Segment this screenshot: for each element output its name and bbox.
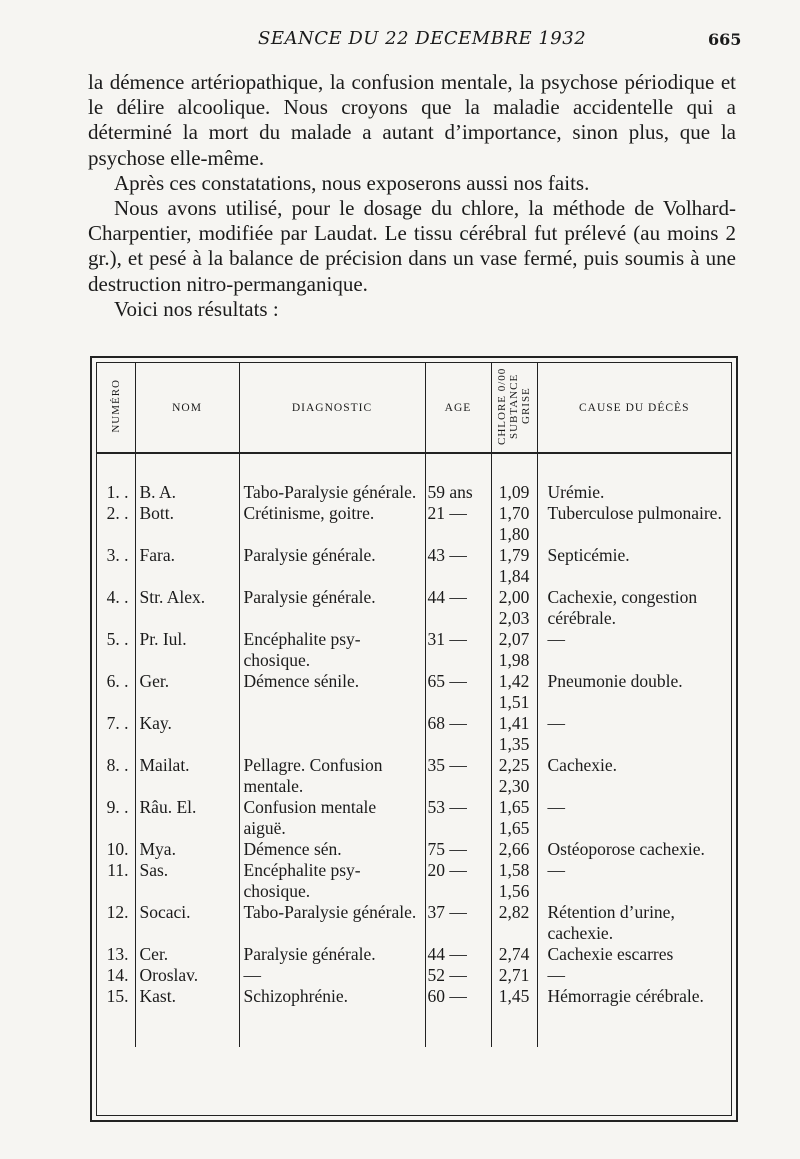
cell-diagnostic <box>239 713 425 755</box>
chlore-value: 2,30 <box>498 776 530 796</box>
chlore-value: 1,09 <box>498 482 530 502</box>
cell-nom: Fara. <box>135 545 239 587</box>
paragraph: Après ces constatations, nous exposerons aussi nos faits. <box>114 170 590 195</box>
cell-cause: — <box>547 713 565 733</box>
running-head <box>0 28 800 54</box>
cell-nom: Sas. <box>135 860 239 902</box>
cell-chlore <box>491 587 537 629</box>
header-chlore: CHLORE 0/00 SUBTANCE GRISE <box>491 363 537 453</box>
header-cause: CAUSE DU DÉCÈS <box>537 363 731 453</box>
table-row <box>97 713 731 755</box>
filler-cell <box>491 1007 537 1047</box>
filler-cell <box>537 1007 731 1047</box>
chlore-value: 1,65 <box>498 818 530 838</box>
cell-age: 43 — <box>425 545 491 587</box>
header-numero: NUMÉRO <box>97 363 135 453</box>
cell-diagnostic: Paralysie générale. <box>239 944 425 965</box>
chlore-value: 2,71 <box>498 965 530 985</box>
paragraph: la démence artériopathique, la confusion mentale, la psychose périodique et le délire alcoolique. Nous croyons que la maladie accidentelle qui a déterminé la mort du malade a autant d’importance, sinon plus, que la psychose elle-même. <box>88 70 736 170</box>
cell-numero: 4. . <box>97 587 135 629</box>
table-row <box>97 860 731 902</box>
cell-cause: Ostéoporose cachexie. <box>547 839 705 859</box>
cell-cause: — <box>547 965 565 985</box>
cell-numero: 9. . <box>97 797 135 839</box>
cell-diagnostic: Paralysie générale. <box>239 587 425 629</box>
filler-cell <box>239 1007 425 1047</box>
table-row <box>97 671 731 713</box>
cell-chlore <box>491 453 537 503</box>
cell-diagnostic: Tabo-Paralysie générale. <box>239 902 425 944</box>
table-row <box>97 629 731 671</box>
cell-diagnostic: Démence sénile. <box>239 671 425 713</box>
cell-nom: Mailat. <box>135 755 239 797</box>
cell-cause: Septicémie. <box>547 545 630 565</box>
cell-age: 37 — <box>425 902 491 944</box>
chlore-value: 2,25 <box>498 755 530 775</box>
results-table-inner-frame <box>96 362 732 1116</box>
cell-chlore <box>491 902 537 944</box>
cell-nom: Râu. El. <box>135 797 239 839</box>
page-number: 665 <box>708 30 742 49</box>
cell-chlore <box>491 755 537 797</box>
chlore-value: 1,56 <box>498 881 530 901</box>
cell-chlore <box>491 671 537 713</box>
header-diagnostic: DIAGNOSTIC <box>239 363 425 453</box>
cell-diagnostic: Encéphalite psychosique. <box>239 629 425 671</box>
chlore-value: 1,79 <box>498 545 530 565</box>
cell-age: 35 — <box>425 755 491 797</box>
cell-numero: 14. <box>97 965 135 986</box>
cell-chlore <box>491 860 537 902</box>
chlore-value: 2,03 <box>498 608 530 628</box>
table-row <box>97 503 731 545</box>
cell-cause: Rétention d’urine, cachexie. <box>547 902 675 943</box>
table-body <box>97 453 731 1047</box>
cell-diagnostic: Pellagre. Confusion mentale. <box>239 755 425 797</box>
chlore-value: 1,70 <box>498 503 530 523</box>
cell-chlore <box>491 545 537 587</box>
table-row <box>97 986 731 1007</box>
cell-diagnostic: — <box>239 965 425 986</box>
cell-age: 75 — <box>425 839 491 860</box>
cell-nom: Bott. <box>135 503 239 545</box>
cell-chlore <box>491 965 537 986</box>
cell-cause: Urémie. <box>547 482 605 502</box>
cell-nom: B. A. <box>135 453 239 503</box>
cell-nom: Str. Alex. <box>135 587 239 629</box>
cell-cause: Pneumonie double. <box>547 671 683 691</box>
table-header-row <box>97 363 731 453</box>
cell-nom: Ger. <box>135 671 239 713</box>
cell-cause: — <box>547 629 565 649</box>
cell-age: 68 — <box>425 713 491 755</box>
chlore-value: 2,00 <box>498 587 530 607</box>
filler-cell <box>425 1007 491 1047</box>
table-row <box>97 839 731 860</box>
cell-nom: Socaci. <box>135 902 239 944</box>
results-table <box>97 363 731 1047</box>
cell-cause: Cachexie, congestion cérébrale. <box>547 587 698 628</box>
cell-numero: 1. . <box>97 453 135 503</box>
header-nom: NOM <box>135 363 239 453</box>
cell-numero: 15. <box>97 986 135 1007</box>
table-row <box>97 797 731 839</box>
cell-age: 21 — <box>425 503 491 545</box>
cell-numero: 12. <box>97 902 135 944</box>
chlore-value: 2,66 <box>498 839 530 859</box>
chlore-value: 1,80 <box>498 524 530 544</box>
cell-age: 52 — <box>425 965 491 986</box>
cell-cause: — <box>547 797 565 817</box>
cell-numero: 2. . <box>97 503 135 545</box>
cell-chlore <box>491 986 537 1007</box>
table-row <box>97 755 731 797</box>
cell-numero: 3. . <box>97 545 135 587</box>
chlore-value: 1,41 <box>498 713 530 733</box>
cell-numero: 5. . <box>97 629 135 671</box>
chlore-value: 1,65 <box>498 797 530 817</box>
cell-nom: Kay. <box>135 713 239 755</box>
cell-age: 65 — <box>425 671 491 713</box>
cell-chlore <box>491 797 537 839</box>
cell-cause: Tuberculose pulmonaire. <box>547 503 722 523</box>
paragraph: Nous avons utilisé, pour le dosage du chlore, la méthode de Volhard-Charpentier, modifiée par Laudat. Le tissu cérébral fut prélevé (au moins 2 gr.), et pesé à la balance de précision dans un vase fermé, puis soumis à une destruction nitro-permanganique. <box>88 196 736 296</box>
chlore-value: 1,35 <box>498 734 530 754</box>
chlore-value: 2,82 <box>498 902 530 922</box>
table-row <box>97 902 731 944</box>
cell-age: 60 — <box>425 986 491 1007</box>
table-row <box>97 587 731 629</box>
cell-chlore <box>491 713 537 755</box>
cell-diagnostic: Paralysie générale. <box>239 545 425 587</box>
header-age: AGE <box>425 363 491 453</box>
cell-diagnostic: Confusion mentale aiguë. <box>239 797 425 839</box>
cell-diagnostic: Démence sén. <box>239 839 425 860</box>
cell-cause: Cachexie. <box>547 755 617 775</box>
cell-diagnostic: Tabo-Paralysie générale. <box>239 453 425 503</box>
cell-age: 59 ans <box>425 453 491 503</box>
chlore-value: 1,58 <box>498 860 530 880</box>
cell-nom: Kast. <box>135 986 239 1007</box>
chlore-value: 1,51 <box>498 692 530 712</box>
cell-nom: Cer. <box>135 944 239 965</box>
cell-nom: Oroslav. <box>135 965 239 986</box>
table-row <box>97 965 731 986</box>
cell-diagnostic: Crétinisme, goitre. <box>239 503 425 545</box>
chlore-value: 2,74 <box>498 944 530 964</box>
cell-age: 44 — <box>425 944 491 965</box>
cell-age: 31 — <box>425 629 491 671</box>
cell-cause: Hémorragie cérébrale. <box>547 986 704 1006</box>
cell-numero: 8. . <box>97 755 135 797</box>
cell-numero: 13. <box>97 944 135 965</box>
cell-numero: 6. . <box>97 671 135 713</box>
cell-cause: Cachexie escarres <box>547 944 674 964</box>
chlore-value: 1,98 <box>498 650 530 670</box>
cell-numero: 7. . <box>97 713 135 755</box>
cell-chlore <box>491 503 537 545</box>
cell-age: 53 — <box>425 797 491 839</box>
cell-cause: — <box>547 860 565 880</box>
chlore-value: 1,42 <box>498 671 530 691</box>
body-text <box>88 70 736 322</box>
chlore-value: 2,07 <box>498 629 530 649</box>
cell-diagnostic: Schizophrénie. <box>239 986 425 1007</box>
table-filler-row <box>97 1007 731 1047</box>
cell-chlore <box>491 629 537 671</box>
filler-cell <box>135 1007 239 1047</box>
running-title: SEANCE DU 22 DECEMBRE 1932 <box>258 28 587 49</box>
cell-diagnostic: Encéphalite psychosique. <box>239 860 425 902</box>
cell-numero: 10. <box>97 839 135 860</box>
cell-numero: 11. <box>97 860 135 902</box>
cell-chlore <box>491 839 537 860</box>
chlore-value: 1,84 <box>498 566 530 586</box>
results-table-frame <box>90 356 738 1122</box>
paragraph: Voici nos résultats : <box>114 296 279 321</box>
table-row <box>97 545 731 587</box>
chlore-value: 1,45 <box>498 986 530 1006</box>
cell-chlore <box>491 944 537 965</box>
cell-age: 20 — <box>425 860 491 902</box>
cell-nom: Pr. Iul. <box>135 629 239 671</box>
table-row <box>97 944 731 965</box>
filler-cell <box>97 1007 135 1047</box>
cell-age: 44 — <box>425 587 491 629</box>
cell-nom: Mya. <box>135 839 239 860</box>
table-row <box>97 453 731 503</box>
